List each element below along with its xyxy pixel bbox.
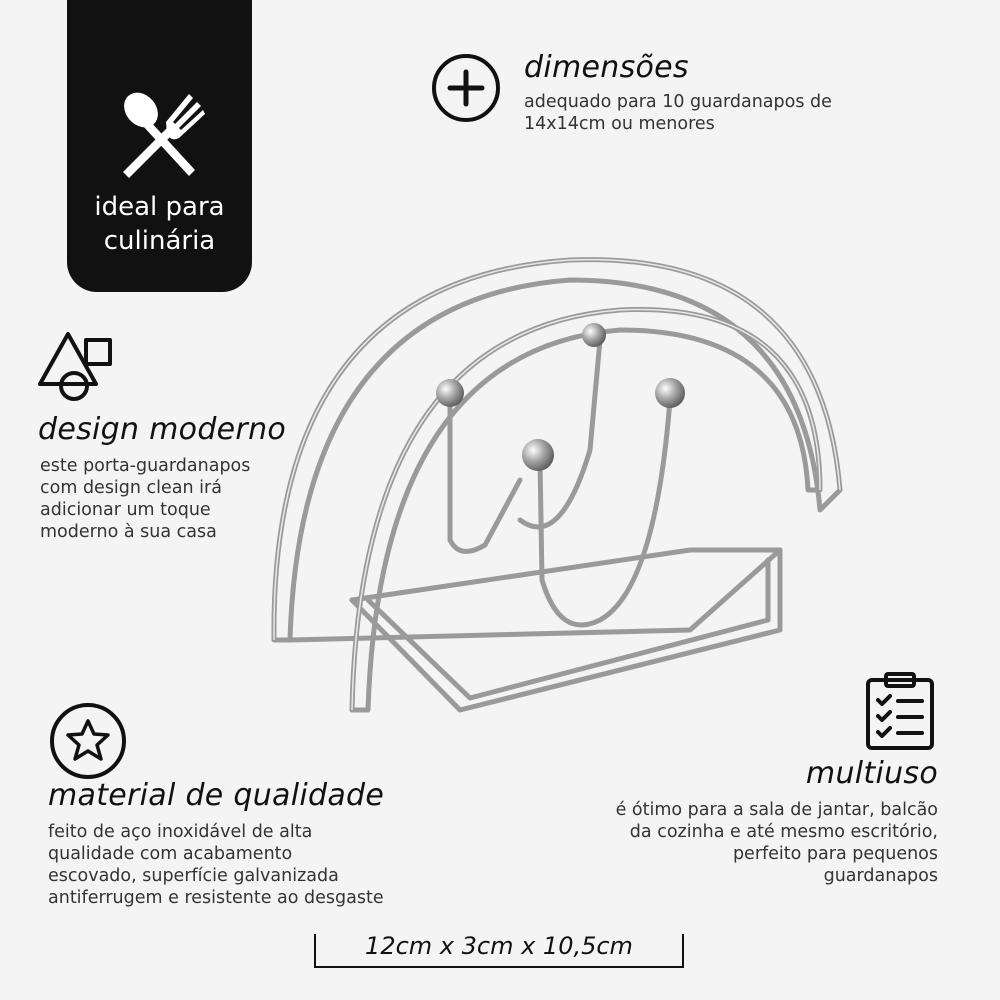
shapes-icon xyxy=(36,330,114,402)
material-title: material de qualidade xyxy=(48,778,385,813)
multiuso-line-2: da cozinha e até mesmo escritório, xyxy=(629,822,938,842)
multiuso-line-3: perfeito para pequenos xyxy=(732,844,938,864)
design-line-1: este porta-guardanapos xyxy=(40,456,251,476)
multiuso-title: multiuso xyxy=(805,756,938,791)
napkin-holder-image xyxy=(260,250,860,730)
material-line-4: antiferrugem e resistente ao desgaste xyxy=(48,888,384,908)
fork-spoon-icon xyxy=(109,82,209,182)
material-line-2: qualidade com acabamento xyxy=(48,844,293,864)
dimensions-title: dimensões xyxy=(524,50,689,85)
material-line-3: escovado, superfície galvanizada xyxy=(48,866,339,886)
measurements-bracket xyxy=(314,934,684,968)
culinary-badge xyxy=(67,0,252,292)
plus-circle-icon xyxy=(430,52,502,124)
badge-line-1: ideal para xyxy=(94,192,225,222)
dimensions-line-2: 14x14cm ou menores xyxy=(524,114,715,134)
badge-line-2: culinária xyxy=(103,226,216,256)
measurements-text: 12cm x 3cm x 10,5cm xyxy=(365,932,633,960)
clipboard-checklist-icon xyxy=(862,670,940,752)
multiuso-line-4: guardanapos xyxy=(823,866,938,886)
design-line-2: com design clean irá xyxy=(40,478,222,498)
design-line-3: adicionar um toque xyxy=(40,500,211,520)
dimensions-description xyxy=(524,91,904,135)
multiuso-description xyxy=(538,799,938,887)
design-line-4: moderno à sua casa xyxy=(40,522,217,542)
dimensions-line-1: adequado para 10 guardanapos de xyxy=(524,92,832,112)
design-title: design moderno xyxy=(38,412,287,447)
material-line-1: feito de aço inoxidável de alta xyxy=(48,822,313,842)
multiuso-line-1: é ótimo para a sala de jantar, balcão xyxy=(615,800,938,820)
material-description xyxy=(48,821,468,909)
star-circle-icon xyxy=(47,700,129,782)
